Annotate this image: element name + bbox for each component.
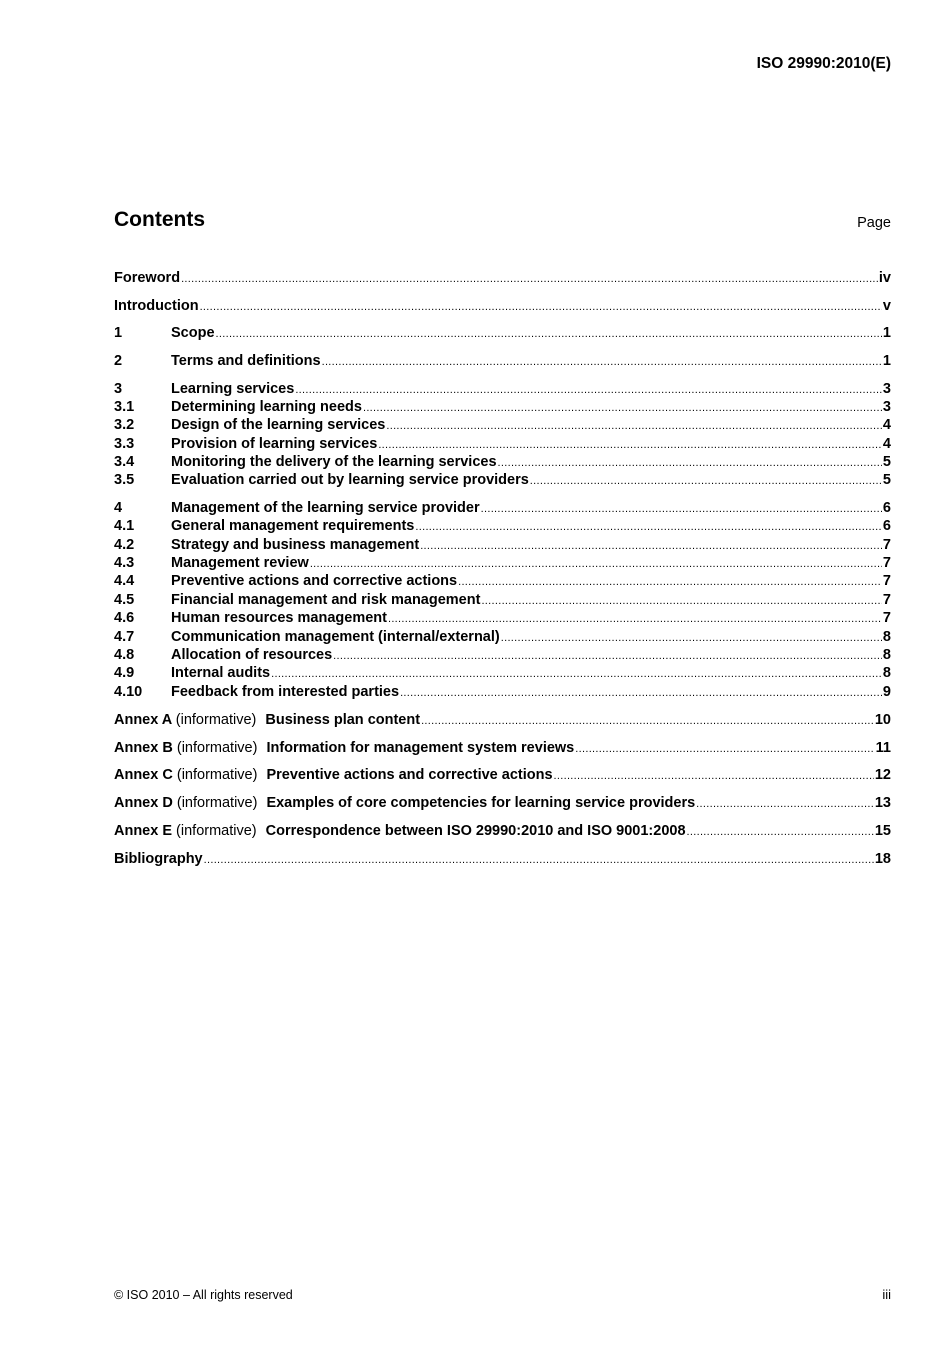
toc-entry-title: Learning services (171, 381, 295, 397)
toc-entry-title: Bibliography (114, 851, 203, 867)
toc-entry-page: 7 (882, 537, 891, 553)
leader-dots (295, 384, 882, 396)
toc-entry-page: 6 (882, 500, 891, 516)
toc-entry-title: Preventive actions and corrective actions (171, 573, 458, 589)
toc-entry-page: 3 (882, 381, 891, 397)
toc-entry-number: 4.7 (114, 629, 135, 645)
toc-entry-3-3[interactable] (114, 436, 891, 454)
toc-entry-page: 7 (882, 610, 891, 626)
toc-entry-title: Terms and definitions (171, 353, 321, 369)
toc-entry-number: 3.3 (114, 436, 135, 452)
leader-dots (216, 328, 882, 340)
toc-entry-number: 2 (114, 353, 123, 369)
toc-entry-title: General management requirements (171, 518, 415, 534)
toc-entry-4-7[interactable] (114, 629, 891, 647)
toc-entry-title: Allocation of resources (171, 647, 333, 663)
toc-entry-annex-d[interactable] (114, 795, 891, 813)
toc-entry-annex-a[interactable] (114, 712, 891, 730)
toc-entry-number: 3.1 (114, 399, 135, 415)
toc-entry-title: Management of the learning service provider (171, 500, 480, 516)
toc-entry-number: 4.10 (114, 684, 143, 700)
leader-dots (271, 668, 882, 680)
toc-entry-title: Monitoring the delivery of the learning services (171, 454, 497, 470)
leader-dots (333, 650, 882, 662)
annex-type: (informative) (176, 823, 257, 839)
toc-entry-page: 8 (882, 665, 891, 681)
toc-entry-page: 9 (882, 684, 891, 700)
leader-dots (310, 558, 882, 570)
toc-entry-annex-c[interactable] (114, 767, 891, 785)
toc-entry-page: 3 (882, 399, 891, 415)
toc-entry-page: 15 (874, 823, 891, 839)
toc-entry-page: 1 (882, 325, 891, 341)
toc-entry-title: Business plan content (265, 712, 421, 728)
toc-entry-page: 8 (882, 629, 891, 645)
toc-entry-annex-b[interactable] (114, 740, 891, 758)
annex-type: (informative) (176, 767, 258, 783)
leader-dots (696, 798, 874, 810)
toc-entry-title: Introduction (114, 298, 199, 314)
annex-type: (informative) (175, 712, 257, 728)
toc-entry-number: 4.9 (114, 665, 135, 681)
toc-entry-4-1[interactable] (114, 518, 891, 536)
toc-entry-title: Evaluation carried out by learning service providers (171, 472, 529, 488)
toc-entry-page: 11 (875, 740, 891, 756)
toc-entry-3-4[interactable] (114, 454, 891, 472)
toc-entry-bibliography[interactable] (114, 851, 891, 869)
toc-entry-title: Correspondence between ISO 29990:2010 and ISO 9001:2008 (265, 823, 686, 839)
toc-entry-foreword[interactable] (114, 270, 891, 288)
toc-entry-number: 4.1 (114, 518, 135, 534)
toc-entry-title: Feedback from interested parties (171, 684, 400, 700)
toc-entry-page: 7 (882, 555, 891, 571)
leader-dots (481, 503, 882, 515)
toc-entry-page: 5 (882, 454, 891, 470)
toc-entry-4-3[interactable] (114, 555, 891, 573)
contents-heading: Contents (114, 208, 205, 231)
toc-entry-4-10[interactable] (114, 684, 891, 702)
toc-entry-3-1[interactable] (114, 399, 891, 417)
toc-entry-introduction[interactable] (114, 298, 891, 316)
toc-entry-page: 13 (874, 795, 891, 811)
toc-entry-number: 3.5 (114, 472, 135, 488)
toc-entry-4-6[interactable] (114, 610, 891, 628)
leader-dots (363, 402, 882, 414)
annex-type: (informative) (176, 740, 258, 756)
toc-entry-number: 3.4 (114, 454, 135, 470)
toc-entry-page: 6 (882, 518, 891, 534)
toc-entry-number: 4.3 (114, 555, 135, 571)
toc-entry-title: Determining learning needs (171, 399, 362, 415)
annex-label: Annex C (114, 767, 173, 783)
toc-entry-page: 18 (874, 851, 891, 867)
toc-entry-page: v (882, 298, 891, 314)
annex-label: Annex A (114, 712, 172, 728)
toc-entry-4-2[interactable] (114, 537, 891, 555)
toc-entry-2[interactable] (114, 353, 891, 371)
copyright-notice: © ISO 2010 – All rights reserved (114, 1288, 293, 1302)
toc-entry-number: 1 (114, 325, 123, 341)
toc-entry-number: 4.5 (114, 592, 135, 608)
annex-label: Annex D (114, 795, 173, 811)
toc-entry-number: 4.4 (114, 573, 135, 589)
leader-dots (415, 521, 882, 533)
toc-entry-page: iv (878, 270, 891, 286)
leader-dots (386, 420, 882, 432)
leader-dots (554, 770, 874, 782)
leader-dots (687, 826, 874, 838)
toc-entry-title: Design of the learning services (171, 417, 386, 433)
leader-dots (458, 576, 882, 588)
toc-entry-page: 12 (874, 767, 891, 783)
toc-entry-annex-e[interactable] (114, 823, 891, 841)
toc-entry-title: Preventive actions and corrective actions (266, 767, 553, 783)
page-number: iii (882, 1287, 891, 1302)
toc-entry-page: 4 (882, 417, 891, 433)
annex-prefix (114, 740, 266, 756)
toc-entry-3-5[interactable] (114, 472, 891, 490)
toc-entry-page: 10 (874, 712, 891, 728)
toc-entry-title: Management review (171, 555, 309, 571)
toc-entry-page: 4 (882, 436, 891, 452)
toc-entry-title: Provision of learning services (171, 436, 378, 452)
annex-prefix (114, 795, 266, 811)
toc-entry-title: Scope (171, 325, 215, 341)
toc-entry-page: 8 (882, 647, 891, 663)
toc-entry-title: Human resources management (171, 610, 387, 626)
toc-entry-title: Financial management and risk management (171, 592, 481, 608)
leader-dots (400, 687, 882, 699)
toc-entry-4[interactable] (114, 500, 891, 518)
toc-entry-3[interactable] (114, 381, 891, 399)
annex-type: (informative) (176, 795, 258, 811)
toc-entry-number: 4 (114, 500, 123, 516)
leader-dots (388, 613, 882, 625)
leader-dots (420, 540, 882, 552)
annex-label: Annex B (114, 740, 173, 756)
leader-dots (200, 301, 882, 313)
leader-dots (575, 743, 874, 755)
toc-entry-page: 7 (882, 592, 891, 608)
page-column-label: Page (857, 215, 891, 231)
toc-entry-4-8[interactable] (114, 647, 891, 665)
leader-dots (181, 273, 878, 285)
toc-entry-title: Foreword (114, 270, 181, 286)
toc-entry-number: 4.6 (114, 610, 135, 626)
toc-entry-number: 3 (114, 381, 123, 397)
leader-dots (481, 595, 881, 607)
toc-entry-1[interactable] (114, 325, 891, 343)
toc-entry-number: 4.8 (114, 647, 135, 663)
toc-entry-4-9[interactable] (114, 665, 891, 683)
toc-entry-4-5[interactable] (114, 592, 891, 610)
toc-entry-title: Strategy and business management (171, 537, 420, 553)
toc-entry-title: Examples of core competencies for learning service providers (266, 795, 696, 811)
toc-entry-page: 5 (882, 472, 891, 488)
annex-prefix (114, 823, 266, 839)
annex-prefix (114, 767, 266, 783)
leader-dots (421, 715, 874, 727)
leader-dots (204, 854, 874, 866)
toc-entry-title: Information for management system reviews (266, 740, 575, 756)
toc-entry-title: Communication management (internal/external) (171, 629, 500, 645)
toc-entry-page: 7 (882, 573, 891, 589)
toc-entry-4-4[interactable] (114, 573, 891, 591)
leader-dots (378, 439, 882, 451)
toc-entry-3-2[interactable] (114, 417, 891, 435)
annex-label: Annex E (114, 823, 173, 839)
toc-entry-title: Internal audits (171, 665, 271, 681)
leader-dots (501, 632, 882, 644)
leader-dots (322, 356, 882, 368)
leader-dots (498, 457, 882, 469)
annex-prefix (114, 712, 265, 728)
toc-entry-number: 3.2 (114, 417, 135, 433)
toc-entry-page: 1 (882, 353, 891, 369)
document-identifier: ISO 29990:2010(E) (756, 55, 891, 72)
toc-entry-number: 4.2 (114, 537, 135, 553)
leader-dots (530, 475, 882, 487)
